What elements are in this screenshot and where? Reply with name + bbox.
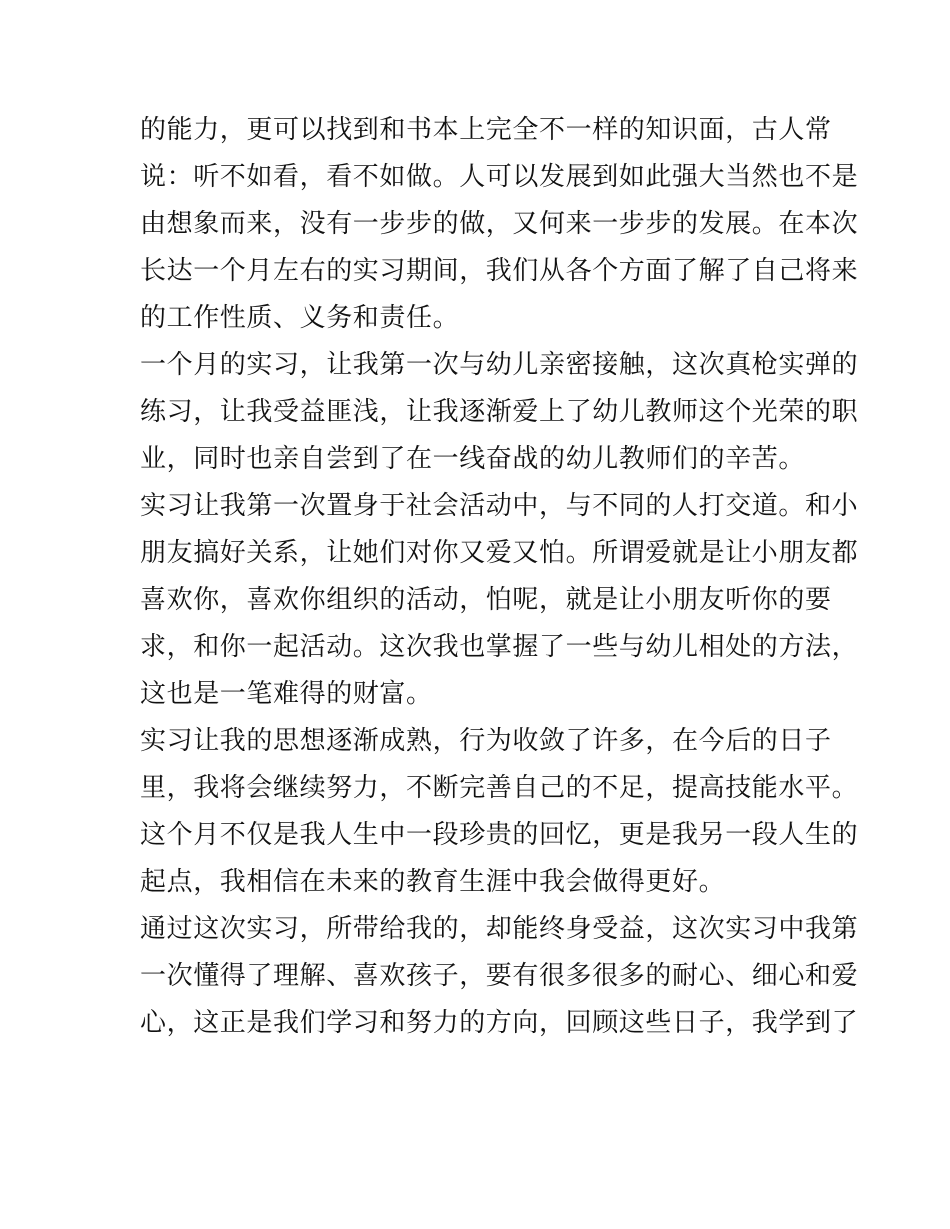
text-line: 实习让我的思想逐渐成熟，行为收敛了许多，在今后的日子 <box>140 726 832 756</box>
text-line: 由想象而来，没有一步步的做，又何来一步步的发展。在本次 <box>140 209 859 239</box>
text-line: 通过这次实习，所带给我的，却能终身受益，这次实习中我第 <box>140 914 859 944</box>
text-line: 喜欢你，喜欢你组织的活动，怕呢，就是让小朋友听你的要 <box>140 585 832 615</box>
text-line: 说：听不如看，看不如做。人可以发展到如此强大当然也不是 <box>140 162 859 192</box>
text-line: 长达一个月左右的实习期间，我们从各个方面了解了自己将来 <box>140 256 859 286</box>
text-line: 求，和你一起活动。这次我也掌握了一些与幼儿相处的方法， <box>140 632 859 662</box>
text-line: 练习，让我受益匪浅，让我逐渐爱上了幼儿教师这个光荣的职 <box>140 397 859 427</box>
text-line: 起点，我相信在未来的教育生涯中我会做得更好。 <box>140 867 726 897</box>
text-line: 朋友搞好关系，让她们对你又爱又怕。所谓爱就是让小朋友都 <box>140 538 859 568</box>
text-line: 这个月不仅是我人生中一段珍贵的回忆，更是我另一段人生的 <box>140 820 859 850</box>
text-line: 的工作性质、义务和责任。 <box>140 303 460 333</box>
text-line: 心，这正是我们学习和努力的方向，回顾这些日子，我学到了 <box>140 1008 859 1038</box>
text-line: 实习让我第一次置身于社会活动中，与不同的人打交道。和小 <box>140 491 859 521</box>
text-line: 的能力，更可以找到和书本上完全不一样的知识面，古人常 <box>140 115 832 145</box>
text-line: 这也是一笔难得的财富。 <box>140 679 433 709</box>
text-line: 一次懂得了理解、喜欢孩子，要有很多很多的耐心、细心和爱 <box>140 961 859 991</box>
document-body <box>140 107 859 1047</box>
text-line: 业，同时也亲自尝到了在一线奋战的幼儿教师们的辛苦。 <box>140 444 806 474</box>
text-line: 一个月的实习，让我第一次与幼儿亲密接触，这次真枪实弹的 <box>140 350 859 380</box>
text-line: 里，我将会继续努力，不断完善自己的不足，提高技能水平。 <box>140 773 859 803</box>
